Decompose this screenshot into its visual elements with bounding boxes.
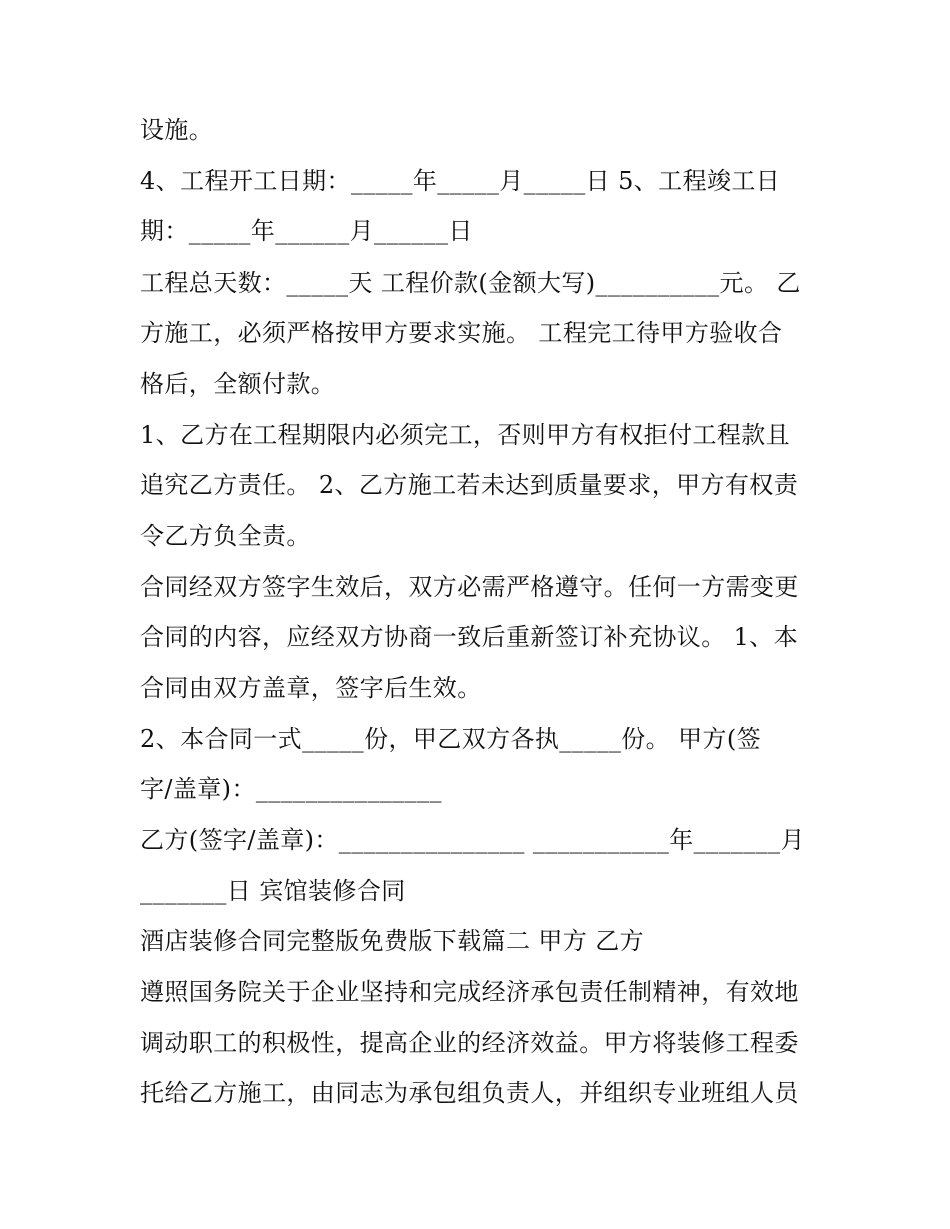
text-line: 乙方(签字/盖章)：_______________ ___________年_______月	[140, 826, 805, 854]
text-line: 合同由双方盖章，签字后生效。	[140, 674, 482, 702]
text-line: 追究乙方责任。 2、乙方施工若未达到质量要求，甲方有权责	[140, 471, 799, 499]
text-line: 酒店装修合同完整版免费版下载篇二 甲方 乙方	[140, 927, 645, 955]
text-line: 遵照国务院关于企业坚持和完成经济承包责任制精神，有效地	[140, 978, 799, 1006]
text-line: 1、乙方在工程期限内必须完工，否则甲方有权拒付工程款且	[140, 421, 791, 449]
text-line: 合同经双方签字生效后，双方必需严格遵守。任何一方需变更	[140, 573, 799, 601]
text-line: 格后，全额付款。	[140, 370, 336, 398]
text-line: 调动职工的积极性，提高企业的经济效益。甲方将装修工程委	[140, 1029, 799, 1057]
text-line: 合同的内容，应经双方协商一致后重新签订补充协议。 1、本	[140, 623, 799, 651]
text-line: 期：_____年______月______日	[140, 217, 473, 245]
text-line: 方施工，必须严格按甲方要求实施。 工程完工待甲方验收合	[140, 319, 783, 347]
text-line: 托给乙方施工，由同志为承包组负责人，并组织专业班组人员	[140, 1079, 799, 1107]
text-line: 令乙方负全责。	[140, 522, 311, 550]
text-line: 4、工程开工日期：_____年_____月_____日 5、工程竣工日	[140, 167, 781, 195]
text-line: 工程总天数：_____天 工程价款(金额大写)__________元。 乙	[140, 269, 801, 297]
text-line: 字/盖章)：_______________	[140, 775, 442, 803]
text-line: _______日 宾馆装修合同	[140, 877, 406, 905]
text-line: 2、本合同一式_____份，甲乙双方各执_____份。 甲方(签	[140, 725, 762, 753]
text-line: 设施。	[140, 116, 214, 144]
